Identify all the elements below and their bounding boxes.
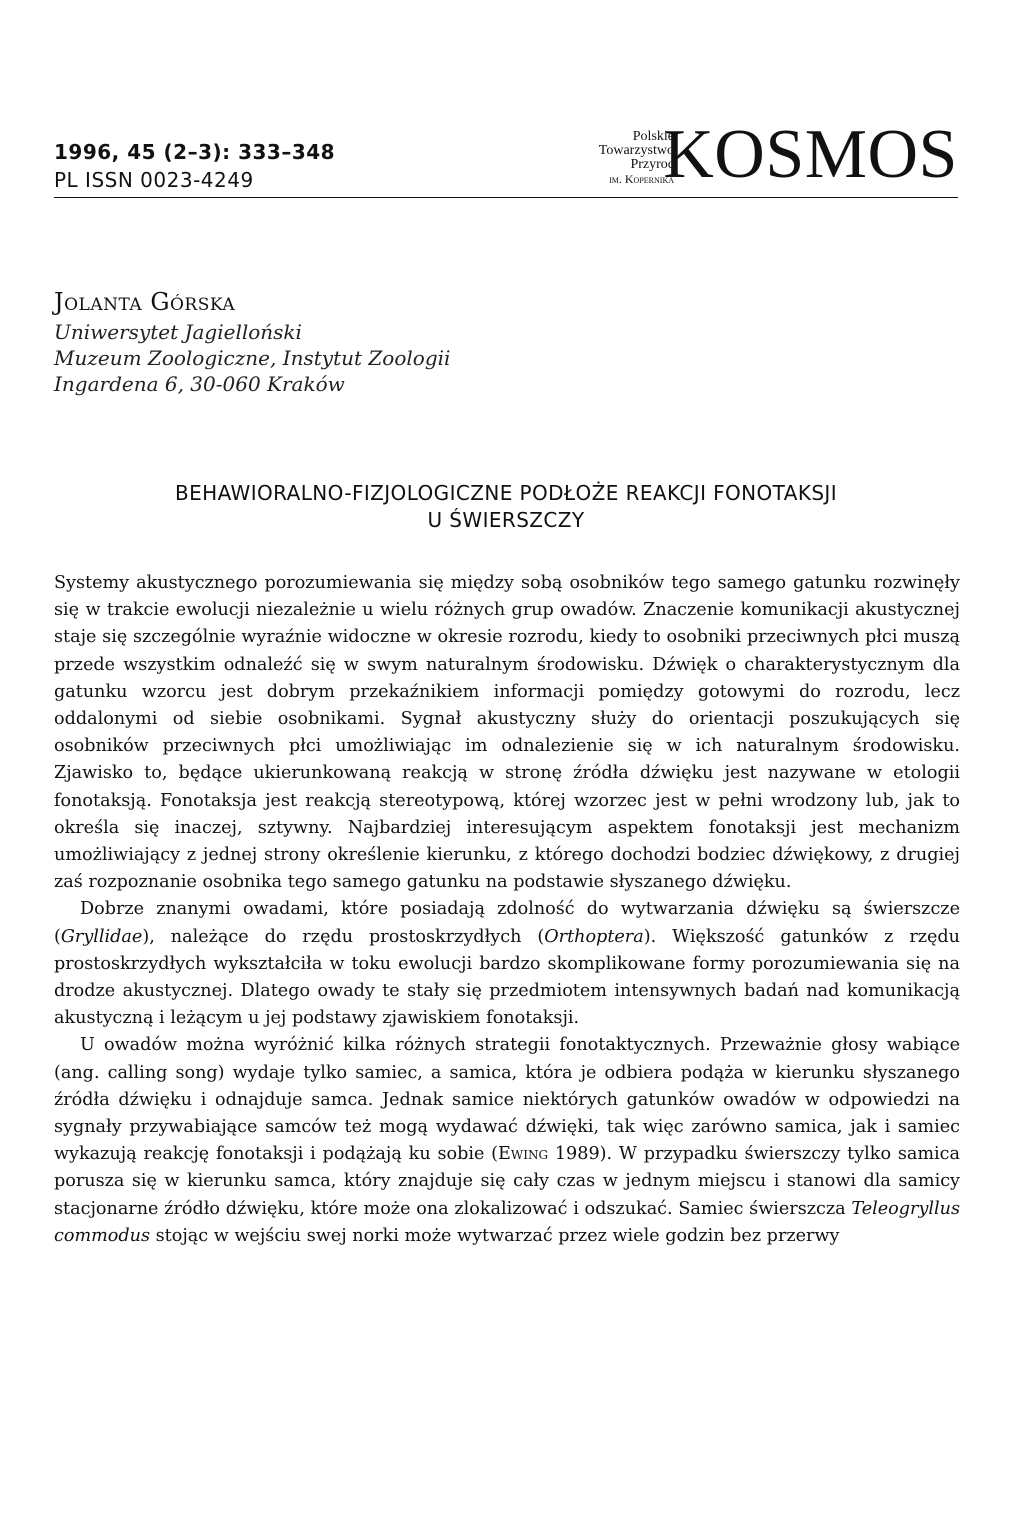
article-body xyxy=(54,570,960,1250)
paragraph-3-text-b: 1989). W przypadku świerszczy tylko samica porusza się w kierunku samca, który znajduje się cały czas w jednym miejscu i stanowi dla samicy stacjonarne źródło dźwięku, które może ona zlokalizować i odszukać. Samiec świerszcza xyxy=(54,1144,961,1219)
society-line-4: im. Kopernika xyxy=(609,172,674,186)
taxon-gryllidae: Gryllidae xyxy=(60,926,143,947)
society-name xyxy=(524,130,674,186)
species-teleogryllus: Teleogryllus commodus xyxy=(54,1198,960,1246)
volume-issue-pages: 1996, 45 (2–3): 333–348 xyxy=(54,140,336,164)
affiliation-university: Uniwersytet Jagielloński xyxy=(54,320,302,344)
society-line-2: Towarzystwo xyxy=(598,143,674,158)
society-line-3: Przyroc xyxy=(630,157,674,172)
paragraph-2-text-b: ), należące do rzędu prostoskrzydłych ( xyxy=(142,926,545,947)
header-rule xyxy=(54,197,958,198)
affiliation-institute: Muzeum Zoologiczne, Instytut Zoologii xyxy=(54,346,451,370)
citation-block xyxy=(54,138,335,194)
affiliation-address: Ingardena 6, 30-060 Kraków xyxy=(54,372,345,396)
paragraph-3-text-a: U owadów można wyróżnić kilka różnych strategii fonotaktycznych. Przeważnie głosy wabiące (ang. calling song) wydaje tylko samiec, a samica, która je odbiera podąża w kierunku słyszanego źródła dźwięku i odnajduje samca. Jednak samice niektórych gatunków owadów w odpowiedzi na sygnały przywabiające samców też mogą wydawać dźwięki, tak więc zarówno samica, jak i samiec wykazują reakcję fonotaksji i podążają ku sobie ( xyxy=(54,1035,960,1165)
paragraph-2-text-c: ). Większość gatunków z rzędu prostoskrzydłych wykształciła w toku ewolucji bardzo skomplikowane formy porozumiewania się na drodze akustycznej. Dlatego owady te stały się przedmiotem intensywnych badań nad komunikacją akustyczną i leżącym u jej podstawy zjawiskiem fonotaksji. xyxy=(54,926,961,1029)
society-line-1: Polskie xyxy=(632,129,674,144)
article-title xyxy=(54,480,958,534)
paragraph-2-text-a: Dobrze znanymi owadami, które posiadają zdolność do wytwarzania dźwięku są świerszcze ( xyxy=(54,899,960,947)
paragraph-2 xyxy=(54,896,960,1032)
author-name: Jolanta Górska xyxy=(54,288,236,316)
article-title-line-2: U ŚWIERSZCZY xyxy=(427,508,585,532)
taxon-orthoptera: Orthoptera xyxy=(544,926,644,947)
issn: PL ISSN 0023-4249 xyxy=(54,168,254,192)
article-title-line-1: BEHAWIORALNO-FIZJOLOGICZNE PODŁOŻE REAKCJI FONOTAKSJI xyxy=(174,481,838,505)
paragraph-3 xyxy=(54,1032,960,1250)
journal-title: KOSMOS xyxy=(663,116,958,193)
paragraph-1: Systemy akustycznego porozumiewania się między sobą osobników tego samego gatunku rozwinęły się w trakcie ewolucji niezależnie u wielu różnych grup owadów. Znaczenie komunikacji akustycznej staje się szczególnie wyraźnie widoczne w okresie rozrodu, kiedy to osobniki przeciwnych płci muszą przede wszystkim odnaleźć się w swym naturalnym środowisku. Dźwięk o charakterystycznym dla gatunku wzorcu jest dobrym przekaźnikiem informacji pomiędzy gotowymi do rozrodu, lecz oddalonymi od siebie osobnikami. Sygnał akustyczny służy do orientacji poszukujących się osobników przeciwnych płci umożliwiając im odnalezienie się w ich naturalnym środowisku. Zjawisko to, będące ukierunkowaną reakcją w stronę źródła dźwięku jest nazywane w etologii fonotaksją. Fonotaksja jest reakcją stereotypową, której wzorzec jest w pełni wrodzony lub, jak to określa się inaczej, sztywny. Najbardziej interesującym aspektem fonotaksji jest mechanizm umożliwiający z jednej strony określenie kierunku, z którego dochodzi bodziec dźwiękowy, z drugiej zaś rozpoznanie osobnika tego samego gatunku na podstawie słyszanego dźwięku. xyxy=(54,573,960,893)
journal-header xyxy=(54,116,958,198)
citation-ewing: Ewing xyxy=(498,1144,549,1165)
paragraph-3-text-c: stojąc w wejściu swej norki może wytwarzać przez wiele godzin bez przerwy xyxy=(150,1225,840,1246)
author-block xyxy=(54,285,964,397)
